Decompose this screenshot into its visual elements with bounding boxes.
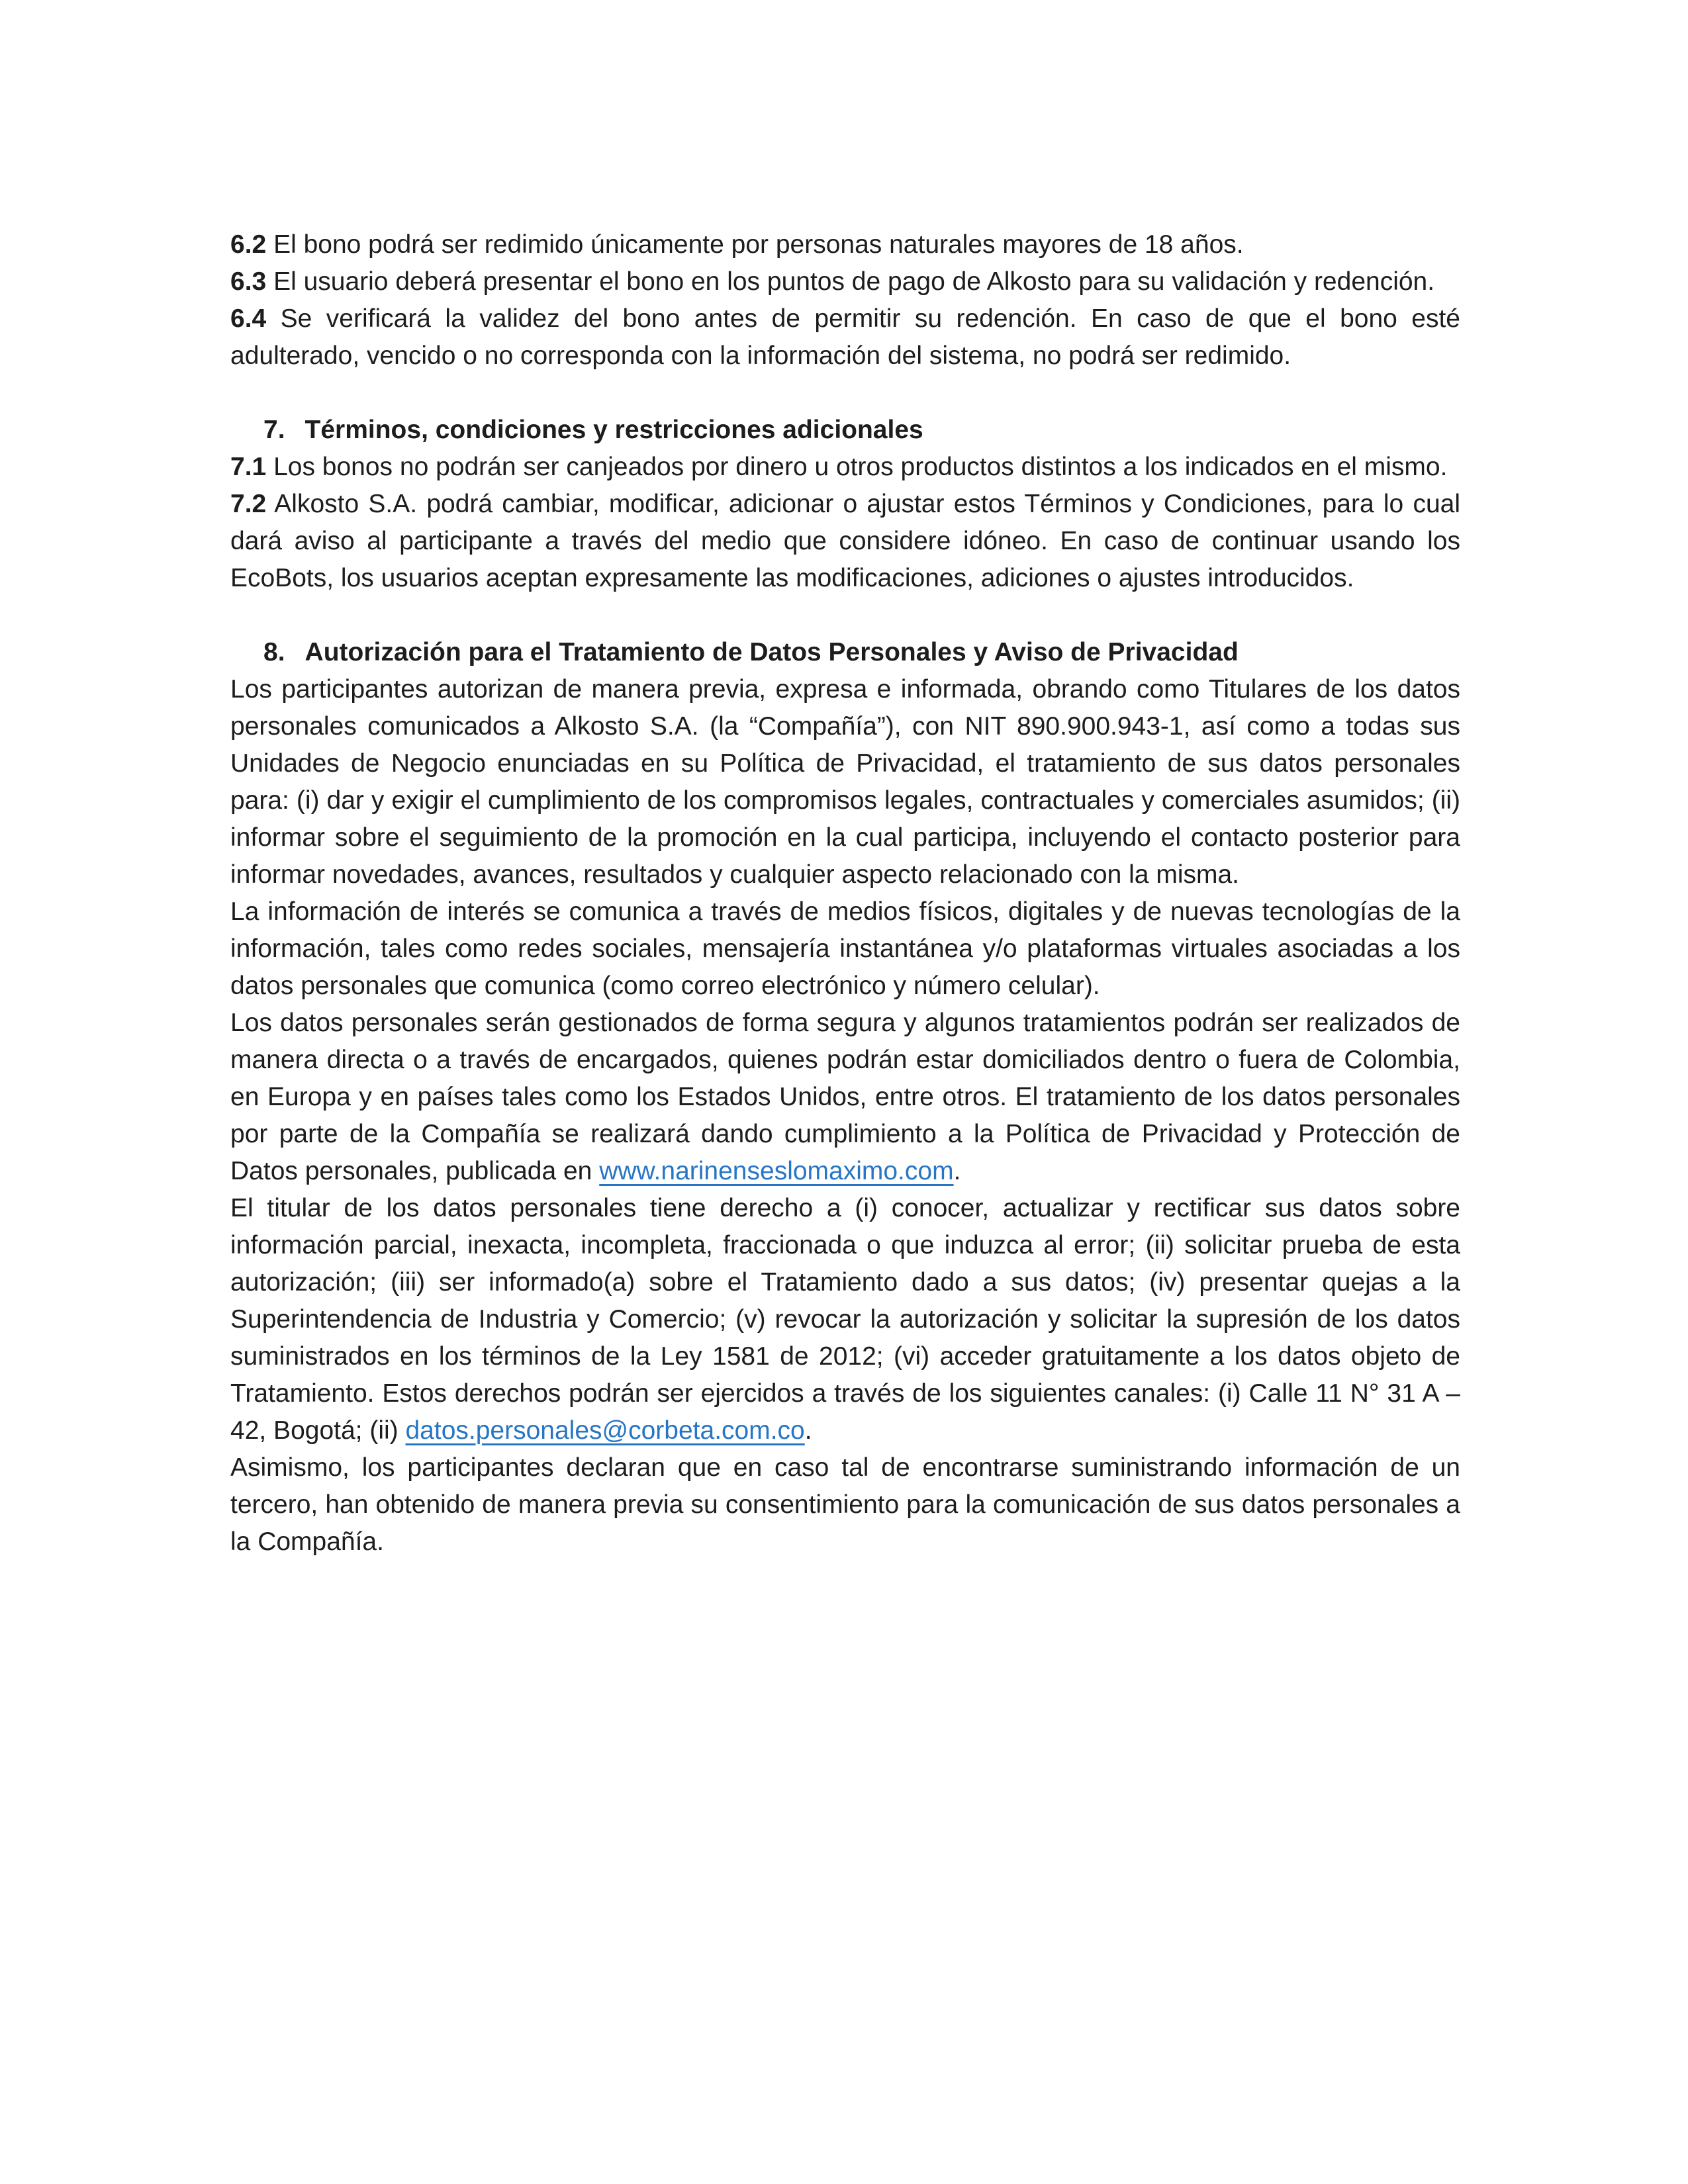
clause-6-4	[230, 300, 1460, 375]
document-content	[230, 226, 1460, 1561]
clause-7-2-text: Alkosto S.A. podrá cambiar, modificar, adicionar o ajustar estos Términos y Condiciones, para lo cual dará aviso al participante a través del medio que considere idóneo. En caso de continuar usando los EcoBots, los usuarios aceptan expresamente las modificaciones, adiciones o ajustes introducidos.	[230, 490, 1460, 592]
clause-7-2	[230, 486, 1460, 597]
section-7-heading	[230, 412, 1460, 449]
clause-6-3	[230, 263, 1460, 300]
section-8-heading-number: 8.	[263, 638, 285, 666]
clause-7-2-number: 7.2	[230, 490, 267, 518]
privacy-paragraph-2-text: La información de interés se comunica a través de medios físicos, digitales y de nuevas tecnologías de la información, tales como redes sociales, mensajería instantánea y/o plataformas virtuales asociadas a los datos personales que comunica (como correo electrónico y número celular).	[230, 897, 1460, 1000]
privacy-paragraph-4-period: .	[804, 1416, 812, 1445]
clause-6-2-number: 6.2	[230, 230, 267, 259]
privacy-paragraph-1	[230, 671, 1460, 893]
section-7-heading-title: Términos, condiciones y restricciones adicionales	[305, 416, 923, 444]
clause-7-1-text: Los bonos no podrán ser canjeados por dinero u otros productos distintos a los indicados en el mismo.	[273, 453, 1448, 481]
clause-6-2-text: El bono podrá ser redimido únicamente por personas naturales mayores de 18 años.	[273, 230, 1244, 259]
clause-6-4-number: 6.4	[230, 304, 267, 333]
clause-6-4-text: Se verificará la validez del bono antes de permitir su redención. En caso de que el bono esté adulterado, vencido o no corresponda con la información del sistema, no podrá ser redimido.	[230, 304, 1460, 370]
privacy-paragraph-4	[230, 1190, 1460, 1449]
privacy-paragraph-3-text: Los datos personales serán gestionados de forma segura y algunos tratamientos podrán ser realizados de manera directa o a través de encargados, quienes podrán estar domiciliados dentro o fuera de Colombia, en Europa y en países tales como los Estados Unidos, entre otros. El tratamiento de los datos personales por parte de la Compañía se realizará dando cumplimiento a la Política de Privacidad y Protección de Datos personales, publicada en	[230, 1009, 1460, 1185]
privacy-paragraph-5	[230, 1449, 1460, 1561]
data-protection-email-link[interactable]: datos.personales@corbeta.com.co	[405, 1416, 805, 1445]
section-8-heading-title: Autorización para el Tratamiento de Datos Personales y Aviso de Privacidad	[305, 638, 1239, 666]
privacy-paragraph-3	[230, 1005, 1460, 1190]
section-8-heading	[230, 634, 1460, 671]
privacy-paragraph-4-text: El titular de los datos personales tiene derecho a (i) conocer, actualizar y rectificar sus datos sobre información parcial, inexacta, incompleta, fraccionada o que induzca al error; (ii) solicitar prueba de esta autorización; (iii) ser informado(a) sobre el Tratamiento dado a sus datos; (iv) presentar quejas a la Superintendencia de Industria y Comercio; (v) revocar la autorización y solicitar la supresión de los datos suministrados en los términos de la Ley 1581 de 2012; (vi) acceder gratuitamente a los datos objeto de Tratamiento. Estos derechos podrán ser ejercidos a través de los siguientes canales: (i) Calle 11 N° 31 A – 42, Bogotá; (ii)	[230, 1194, 1460, 1445]
privacy-paragraph-5-text: Asimismo, los participantes declaran que en caso tal de encontrarse suministrando información de un tercero, han obtenido de manera previa su consentimiento para la comunicación de sus datos personales a la Compañía.	[230, 1453, 1460, 1556]
privacy-paragraph-3-period: .	[953, 1157, 961, 1185]
privacy-paragraph-2	[230, 893, 1460, 1005]
clause-6-3-number: 6.3	[230, 267, 267, 296]
clause-7-1	[230, 449, 1460, 486]
section-7-heading-number: 7.	[263, 416, 285, 444]
clause-6-2	[230, 226, 1460, 263]
clause-7-1-number: 7.1	[230, 453, 267, 481]
privacy-policy-link[interactable]: www.narinenseslomaximo.com	[599, 1157, 954, 1185]
privacy-paragraph-1-text: Los participantes autorizan de manera previa, expresa e informada, obrando como Titulares de los datos personales comunicados a Alkosto S.A. (la “Compañía”), con NIT 890.900.943-1, así como a todas sus Unidades de Negocio enunciadas en su Política de Privacidad, el tratamiento de sus datos personales para: (i) dar y exigir el cumplimiento de los compromisos legales, contractuales y comerciales asumidos; (ii) informar sobre el seguimiento de la promoción en la cual participa, incluyendo el contacto posterior para informar novedades, avances, resultados y cualquier aspecto relacionado con la misma.	[230, 675, 1460, 889]
clause-6-3-text: El usuario deberá presentar el bono en los puntos de pago de Alkosto para su validación y redención.	[273, 267, 1435, 296]
